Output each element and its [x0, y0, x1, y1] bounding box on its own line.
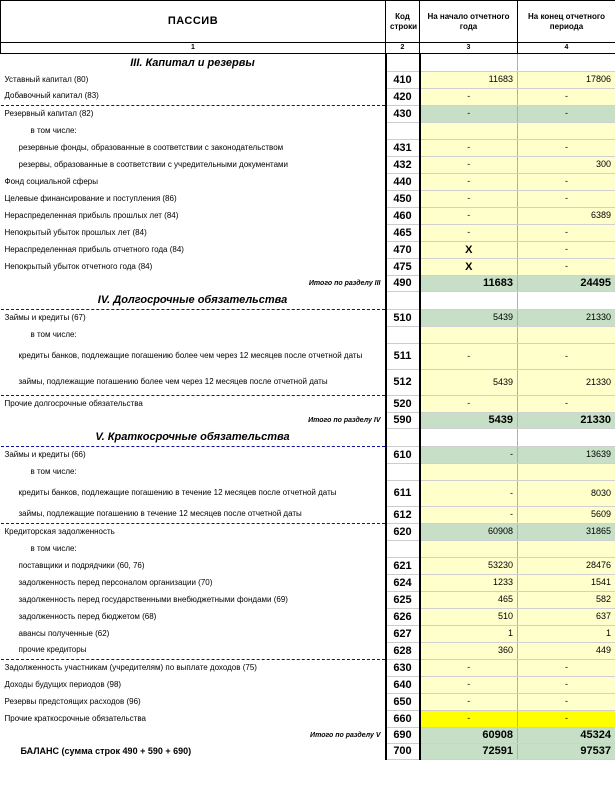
- value-begin[interactable]: -: [420, 447, 518, 464]
- value-end[interactable]: 300: [518, 157, 615, 174]
- value-begin[interactable]: X: [420, 259, 518, 276]
- value-end[interactable]: 17806: [518, 72, 615, 89]
- value-end[interactable]: -: [518, 140, 615, 157]
- table-row: [1, 626, 615, 643]
- table-row: [1, 140, 615, 157]
- value-begin[interactable]: [420, 123, 518, 140]
- row-name: Займы и кредиты (67): [1, 310, 386, 327]
- value-begin[interactable]: -: [420, 106, 518, 123]
- row-code: 410: [386, 72, 420, 89]
- value-begin[interactable]: -: [420, 507, 518, 524]
- row-name: БАЛАНС (сумма строк 490 + 590 + 690): [20, 745, 192, 756]
- value-begin[interactable]: X: [420, 242, 518, 259]
- value-end[interactable]: 13639: [518, 447, 615, 464]
- value-begin[interactable]: -: [420, 225, 518, 242]
- row-name: Прочие краткосрочные обязательства: [4, 713, 146, 723]
- table-row: [1, 677, 615, 694]
- total-row: [1, 413, 615, 429]
- value-begin[interactable]: -: [420, 208, 518, 225]
- row-code: [386, 464, 420, 481]
- row-code: 650: [386, 694, 420, 711]
- row-code: 520: [386, 396, 420, 413]
- value-end[interactable]: 45324: [518, 728, 615, 744]
- row-code: 700: [386, 744, 420, 760]
- table-row: [1, 344, 615, 370]
- row-code: [386, 54, 420, 72]
- value-begin[interactable]: 53230: [420, 558, 518, 575]
- row-code: 628: [386, 643, 420, 660]
- row-code: 490: [386, 276, 420, 292]
- row-code: 660: [386, 711, 420, 728]
- value-end[interactable]: -: [518, 711, 615, 728]
- table-row: [1, 370, 615, 396]
- row-name: займы, подлежащие погашению в течение 12 месяцев после отчетной даты: [18, 509, 302, 519]
- row-name: в том числе:: [30, 125, 77, 135]
- row-name: прочие кредиторы: [18, 645, 87, 655]
- table-row: [1, 575, 615, 592]
- row-code: 626: [386, 609, 420, 626]
- col-num-3: 3: [420, 43, 518, 54]
- total-row: [1, 276, 615, 292]
- value-end[interactable]: -: [518, 694, 615, 711]
- row-code: [386, 327, 420, 344]
- table-row: [1, 106, 615, 123]
- row-name: Резервы предстоящих расходов (96): [4, 696, 141, 706]
- value-end[interactable]: [518, 429, 615, 447]
- value-end[interactable]: -: [518, 89, 615, 106]
- value-begin[interactable]: 360: [420, 643, 518, 660]
- row-name: Уставный капитал (80): [4, 74, 89, 84]
- value-end[interactable]: -: [518, 242, 615, 259]
- row-code: 610: [386, 447, 420, 464]
- value-begin[interactable]: 11683: [420, 72, 518, 89]
- row-name: Непокрытый убыток прошлых лет (84): [4, 227, 147, 237]
- row-code: 510: [386, 310, 420, 327]
- section-row: [1, 292, 615, 310]
- row-code: 624: [386, 575, 420, 592]
- row-name: Задолженность участникам (учредителям) по выплате доходов (75): [1, 660, 386, 677]
- row-code: 460: [386, 208, 420, 225]
- value-begin[interactable]: [420, 54, 518, 72]
- table-row: [1, 524, 615, 541]
- value-begin[interactable]: -: [420, 677, 518, 694]
- row-code: [386, 541, 420, 558]
- row-name: Доходы будущих периодов (98): [4, 679, 122, 689]
- row-name: III. Капитал и резервы: [130, 56, 255, 69]
- value-begin[interactable]: [420, 541, 518, 558]
- row-name: Кредиторская задолженность: [1, 524, 386, 541]
- table-row: [1, 541, 615, 558]
- value-begin[interactable]: 465: [420, 592, 518, 609]
- value-end[interactable]: 8030: [518, 481, 615, 507]
- value-begin[interactable]: 5439: [420, 370, 518, 396]
- value-begin[interactable]: [420, 429, 518, 447]
- row-name: резервы, образованные в соответствии с учредительными документами: [18, 159, 288, 169]
- value-end[interactable]: 449: [518, 643, 615, 660]
- row-name: Прочие долгосрочные обязательства: [1, 396, 386, 413]
- row-name: задолженность перед государственными внебюджетными фондами (69): [18, 594, 288, 604]
- header-title: ПАССИВ: [1, 1, 386, 43]
- row-name: Фонд социальной сферы: [4, 176, 99, 186]
- total-row: [1, 728, 615, 744]
- value-end[interactable]: 1541: [518, 575, 615, 592]
- table-row: [1, 481, 615, 507]
- row-name: поставщики и подрядчики (60, 76): [18, 560, 145, 570]
- row-code: 512: [386, 370, 420, 396]
- value-end[interactable]: [518, 464, 615, 481]
- value-end[interactable]: [518, 327, 615, 344]
- value-end[interactable]: [518, 123, 615, 140]
- section-row: [1, 54, 615, 72]
- value-end[interactable]: -: [518, 677, 615, 694]
- table-row: [1, 89, 615, 106]
- row-name: кредиты банков, подлежащие погашению более чем через 12 месяцев после отчетной даты: [18, 351, 363, 361]
- value-end[interactable]: -: [518, 225, 615, 242]
- value-end[interactable]: -: [518, 106, 615, 123]
- section-row: [1, 429, 615, 447]
- row-code: 627: [386, 626, 420, 643]
- header-code: Код строки: [386, 1, 420, 43]
- balance-row: [1, 744, 615, 760]
- value-begin[interactable]: -: [420, 191, 518, 208]
- row-code: 625: [386, 592, 420, 609]
- value-begin[interactable]: -: [420, 344, 518, 370]
- row-code: 511: [386, 344, 420, 370]
- value-begin[interactable]: 11683: [420, 276, 518, 292]
- row-code: 440: [386, 174, 420, 191]
- value-end[interactable]: -: [518, 174, 615, 191]
- value-end[interactable]: 21330: [518, 310, 615, 327]
- value-end[interactable]: 6389: [518, 208, 615, 225]
- row-code: 690: [386, 728, 420, 744]
- col-num-4: 4: [518, 43, 615, 54]
- row-name: IV. Долгосрочные обязательства: [97, 294, 288, 307]
- value-begin[interactable]: -: [420, 89, 518, 106]
- row-code: 431: [386, 140, 420, 157]
- row-code: 621: [386, 558, 420, 575]
- row-name: Целевые финансирование и поступления (86): [4, 193, 177, 203]
- row-name: V. Краткосрочные обязательства: [95, 431, 290, 444]
- value-begin[interactable]: -: [420, 711, 518, 728]
- value-begin[interactable]: 60908: [420, 524, 518, 541]
- value-begin[interactable]: -: [420, 481, 518, 507]
- row-name: авансы полученные (62): [18, 628, 110, 638]
- row-code: 465: [386, 225, 420, 242]
- row-name: Нераспределенная прибыль отчетного года (84): [4, 244, 184, 254]
- row-name: в том числе:: [30, 329, 77, 339]
- value-begin[interactable]: -: [420, 660, 518, 677]
- value-begin[interactable]: 60908: [420, 728, 518, 744]
- value-end[interactable]: -: [518, 191, 615, 208]
- row-code: [386, 123, 420, 140]
- table-row: [1, 711, 615, 728]
- table-row: [1, 327, 615, 344]
- value-end[interactable]: [518, 292, 615, 310]
- row-name: задолженность перед персоналом организации (70): [18, 577, 213, 587]
- row-code: 475: [386, 259, 420, 276]
- header-begin: На начало отчетного года: [420, 1, 518, 43]
- row-code: 620: [386, 524, 420, 541]
- row-code: 450: [386, 191, 420, 208]
- value-end[interactable]: 97537: [518, 744, 615, 760]
- table-row: [1, 660, 615, 677]
- value-end[interactable]: 21330: [518, 370, 615, 396]
- row-code: [386, 429, 420, 447]
- row-name: в том числе:: [30, 466, 77, 476]
- value-begin[interactable]: [420, 292, 518, 310]
- table-row: [1, 592, 615, 609]
- value-end[interactable]: 1: [518, 626, 615, 643]
- table-row: [1, 310, 615, 327]
- value-end[interactable]: 637: [518, 609, 615, 626]
- value-begin[interactable]: 510: [420, 609, 518, 626]
- row-code: 640: [386, 677, 420, 694]
- row-code: 470: [386, 242, 420, 259]
- value-end[interactable]: [518, 541, 615, 558]
- value-end[interactable]: 31865: [518, 524, 615, 541]
- col-num-1: 1: [1, 43, 386, 54]
- header-end: На конец отчетного периода: [518, 1, 615, 43]
- table-row: [1, 72, 615, 89]
- value-begin[interactable]: -: [420, 174, 518, 191]
- row-name: в том числе:: [30, 543, 77, 553]
- table-row: [1, 447, 615, 464]
- value-begin[interactable]: -: [420, 140, 518, 157]
- row-name: резервные фонды, образованные в соответствии с законодательством: [18, 142, 284, 152]
- value-begin[interactable]: [420, 464, 518, 481]
- row-name: Непокрытый убыток отчетного года (84): [4, 261, 153, 271]
- table-row: [1, 694, 615, 711]
- table-row: [1, 609, 615, 626]
- row-name: задолженность перед бюджетом (68): [18, 611, 157, 621]
- row-code: 432: [386, 157, 420, 174]
- row-code: 420: [386, 89, 420, 106]
- table-row: [1, 225, 615, 242]
- value-begin[interactable]: 72591: [420, 744, 518, 760]
- row-name: Итого по разделу III: [308, 279, 381, 287]
- value-end[interactable]: 5609: [518, 507, 615, 524]
- value-begin[interactable]: -: [420, 694, 518, 711]
- value-end[interactable]: -: [518, 259, 615, 276]
- col-num-2: 2: [386, 43, 420, 54]
- value-end[interactable]: -: [518, 396, 615, 413]
- table-body: [1, 54, 615, 760]
- table-row: [1, 464, 615, 481]
- row-name: кредиты банков, подлежащие погашению в течение 12 месяцев после отчетной даты: [18, 488, 337, 498]
- value-begin[interactable]: -: [420, 396, 518, 413]
- value-begin[interactable]: -: [420, 157, 518, 174]
- value-end[interactable]: [518, 54, 615, 72]
- value-end[interactable]: -: [518, 344, 615, 370]
- row-name: Итого по разделу IV: [308, 416, 381, 424]
- value-begin[interactable]: 5439: [420, 413, 518, 429]
- row-code: 630: [386, 660, 420, 677]
- value-end[interactable]: 24495: [518, 276, 615, 292]
- table-row: [1, 396, 615, 413]
- row-code: [386, 292, 420, 310]
- row-code: 590: [386, 413, 420, 429]
- row-code: 611: [386, 481, 420, 507]
- row-name: Итого по разделу V: [310, 731, 381, 739]
- value-begin[interactable]: 1: [420, 626, 518, 643]
- row-name: Нераспределенная прибыль прошлых лет (84): [4, 210, 179, 220]
- table-row: [1, 507, 615, 524]
- table-row: [1, 208, 615, 225]
- table-row: [1, 259, 615, 276]
- row-name: Резервный капитал (82): [1, 106, 386, 123]
- row-code: 612: [386, 507, 420, 524]
- table-row: [1, 242, 615, 259]
- row-code: 430: [386, 106, 420, 123]
- value-begin[interactable]: 5439: [420, 310, 518, 327]
- row-name: займы, подлежащие погашению более чем через 12 месяцев после отчетной даты: [18, 376, 328, 386]
- row-name: Займы и кредиты (66): [1, 447, 386, 464]
- value-begin[interactable]: [420, 327, 518, 344]
- table-row: [1, 157, 615, 174]
- table-row: [1, 174, 615, 191]
- value-end[interactable]: 28476: [518, 558, 615, 575]
- table-row: [1, 558, 615, 575]
- value-end[interactable]: 582: [518, 592, 615, 609]
- table-row: [1, 123, 615, 140]
- value-end[interactable]: -: [518, 660, 615, 677]
- table-row: [1, 643, 615, 660]
- value-end[interactable]: 21330: [518, 413, 615, 429]
- table-row: [1, 191, 615, 208]
- row-name: Добавочный капитал (83): [4, 91, 99, 101]
- value-begin[interactable]: 1233: [420, 575, 518, 592]
